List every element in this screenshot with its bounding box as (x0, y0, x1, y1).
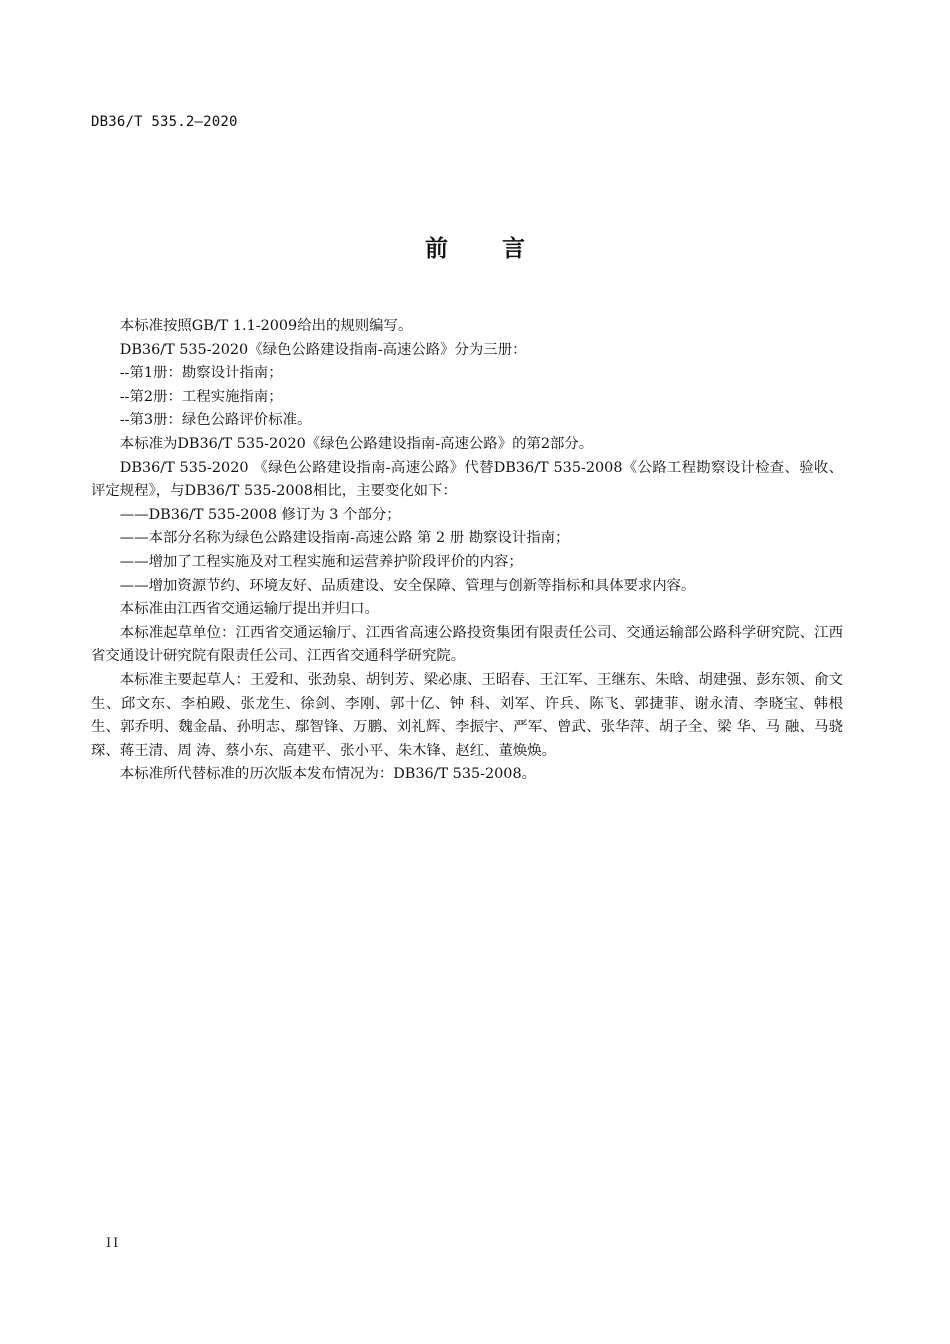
list-item-volume-2: --第2册：工程实施指南； (119, 388, 283, 405)
paragraph-replacement: DB36/T 535-2020 《绿色公路建设指南-高速公路》代替DB36/T 535-2008《公路工程勘察设计检查、验收、评定规程》，与DB36/T 535-2008相比，主要变化如下： (91, 459, 843, 500)
page-number: II (106, 1236, 121, 1251)
paragraph-drafting-rules: 本标准按照GB/T 1.1-2009给出的规则编写。 (119, 318, 413, 334)
paragraph-drafting-units: 本标准起草单位：江西省交通运输厅、江西省高速公路投资集团有限责任公司、交通运输部公路科学研究院、江西省交通设计研究院有限责任公司、江西省交通科学研究院。 (91, 624, 843, 665)
paragraph-proposer: 本标准由江西省交通运输厅提出并归口。 (119, 601, 379, 618)
paragraph-drafters: 本标准主要起草人：王爱和、张劲泉、胡钊芳、梁必康、王昭春、王江军、王继东、朱晗、胡建强、彭东领、俞文生、邱文东、李柏殿、张龙生、徐剑、李刚、郭十亿、钟 科、刘军、许兵、陈飞、郭捷菲、谢永清、李晓宝、韩根生、郭乔明、魏金晶、孙明志、鄢智锋、万鹏、刘礼辉、李振宇、严军、曾武、张华萍、胡子全、梁 华、马 融、马骁琛、蒋王清、周 涛、蔡小东、高建平、张小平、朱木锋、赵红、董焕焕。 (91, 671, 843, 759)
paragraph-volumes-intro: DB36/T 535-2020《绿色公路建设指南-高速公路》分为三册： (119, 341, 527, 358)
list-item-change-2: ——本部分名称为绿色公路建设指南-高速公路 第 2 册 勘察设计指南； (119, 530, 570, 547)
list-item-change-3: ——增加了工程实施及对工程实施和运营养护阶段评价的内容； (119, 553, 523, 570)
paragraph-history: 本标准所代替标准的历次版本发布情况为：DB36/T 535-2008。 (119, 766, 537, 783)
foreword-body (91, 315, 843, 787)
page-title: 前言 (425, 236, 579, 262)
paragraph-part-statement: 本标准为DB36/T 535-2020《绿色公路建设指南-高速公路》的第2部分。 (119, 435, 594, 452)
list-item-change-1: ——DB36/T 535-2008 修订为 3 个部分； (119, 506, 401, 523)
list-item-volume-1: --第1册：勘察设计指南； (119, 365, 283, 382)
list-item-change-4: ——增加资源节约、环境友好、品质建设、安全保障、管理与创新等指标和具体要求内容。 (119, 577, 696, 594)
list-item-volume-3: --第3册：绿色公路评价标准。 (119, 412, 312, 429)
standard-code-header: DB36/T 535.2—2020 (91, 114, 238, 130)
